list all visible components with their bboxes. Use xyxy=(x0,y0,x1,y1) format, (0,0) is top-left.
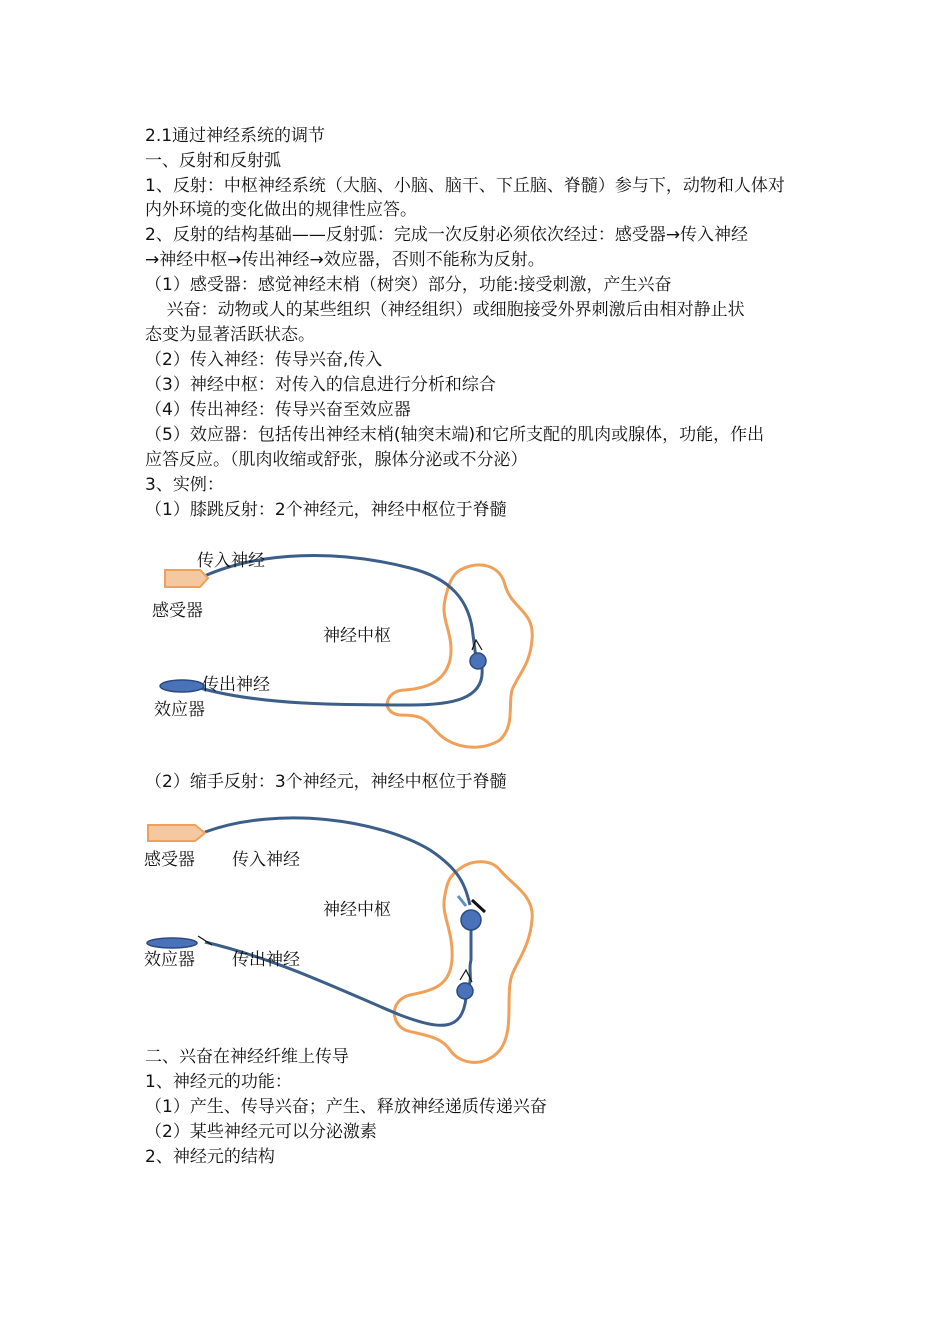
paragraph: 3、实例： xyxy=(145,475,224,495)
spinal-cord-outline xyxy=(394,862,532,1063)
center-label: 神经中枢 xyxy=(323,900,391,920)
paragraph: （4）传出神经：传导兴奋至效应器 xyxy=(145,400,411,420)
heading-reflex-arc: 一、反射和反射弧 xyxy=(145,151,281,171)
receptor-label: 感受器 xyxy=(144,850,195,870)
neuron-cell-body xyxy=(470,653,486,669)
knee-jerk-reflex-diagram xyxy=(140,540,560,760)
withdrawal-reflex-diagram xyxy=(140,810,560,1070)
paragraph: 2、神经元的结构 xyxy=(145,1147,275,1167)
paragraph: 2、反射的结构基础——反射弧：完成一次反射必须依次经过：感受器→传入神经 xyxy=(145,225,749,245)
example-withdrawal: （2）缩手反射：3个神经元，神经中枢位于脊髓 xyxy=(145,772,507,792)
paragraph: （1）感受器：感觉神经末梢（树突）部分，功能:接受刺激，产生兴奋 xyxy=(145,275,672,295)
receptor-label: 感受器 xyxy=(152,601,203,621)
example-knee-jerk: （1）膝跳反射：2个神经元，神经中枢位于脊髓 xyxy=(145,500,507,520)
paragraph: 兴奋：动物或人的某些组织（神经组织）或细胞接受外界刺激后由相对静止状 xyxy=(145,300,745,320)
paragraph: （5）效应器：包括传出神经末梢(轴突末端)和它所支配的肌肉或腺体，功能，作出 xyxy=(145,425,765,445)
synapse-mark xyxy=(198,936,212,945)
paragraph: →神经中枢→传出神经→效应器，否则不能称为反射。 xyxy=(145,250,545,270)
efferent-label: 传出神经 xyxy=(232,950,300,970)
afferent-label: 传入神经 xyxy=(197,551,265,571)
paragraph: 态变为显著活跃状态。 xyxy=(145,325,315,345)
paragraph: 1、反射：中枢神经系统（大脑、小脑、脑干、下丘脑、脊髓）参与下，动物和人体对 xyxy=(145,176,785,196)
paragraph: 应答反应。（肌肉收缩或舒张，腺体分泌或不分泌） xyxy=(145,450,528,470)
effector-label: 效应器 xyxy=(144,950,195,970)
receptor-shape xyxy=(148,825,205,841)
paragraph: （1）产生、传导兴奋；产生、释放神经递质传递兴奋 xyxy=(145,1097,547,1117)
center-label: 神经中枢 xyxy=(323,626,391,646)
receptor-shape xyxy=(165,570,208,587)
paragraph: 内外环境的变化做出的规律性应答。 xyxy=(145,200,417,220)
heading-conduction: 二、兴奋在神经纤维上传导 xyxy=(145,1047,349,1067)
paragraph: 1、神经元的功能： xyxy=(145,1072,292,1092)
section-title: 2.1通过神经系统的调节 xyxy=(145,126,326,146)
efferent-label: 传出神经 xyxy=(202,675,270,695)
effector-label: 效应器 xyxy=(154,700,205,720)
effector-shape xyxy=(160,680,204,692)
paragraph: （2）某些神经元可以分泌激素 xyxy=(145,1122,377,1142)
neuron-cell-body xyxy=(461,910,481,930)
synapse-mark xyxy=(458,896,466,906)
effector-shape xyxy=(147,938,197,948)
afferent-label: 传入神经 xyxy=(232,850,300,870)
paragraph: （2）传入神经：传导兴奋,传入 xyxy=(145,350,383,370)
paragraph: （3）神经中枢：对传入的信息进行分析和综合 xyxy=(145,375,496,395)
neuron-cell-body xyxy=(457,983,473,999)
spinal-cord-outline xyxy=(387,565,532,747)
